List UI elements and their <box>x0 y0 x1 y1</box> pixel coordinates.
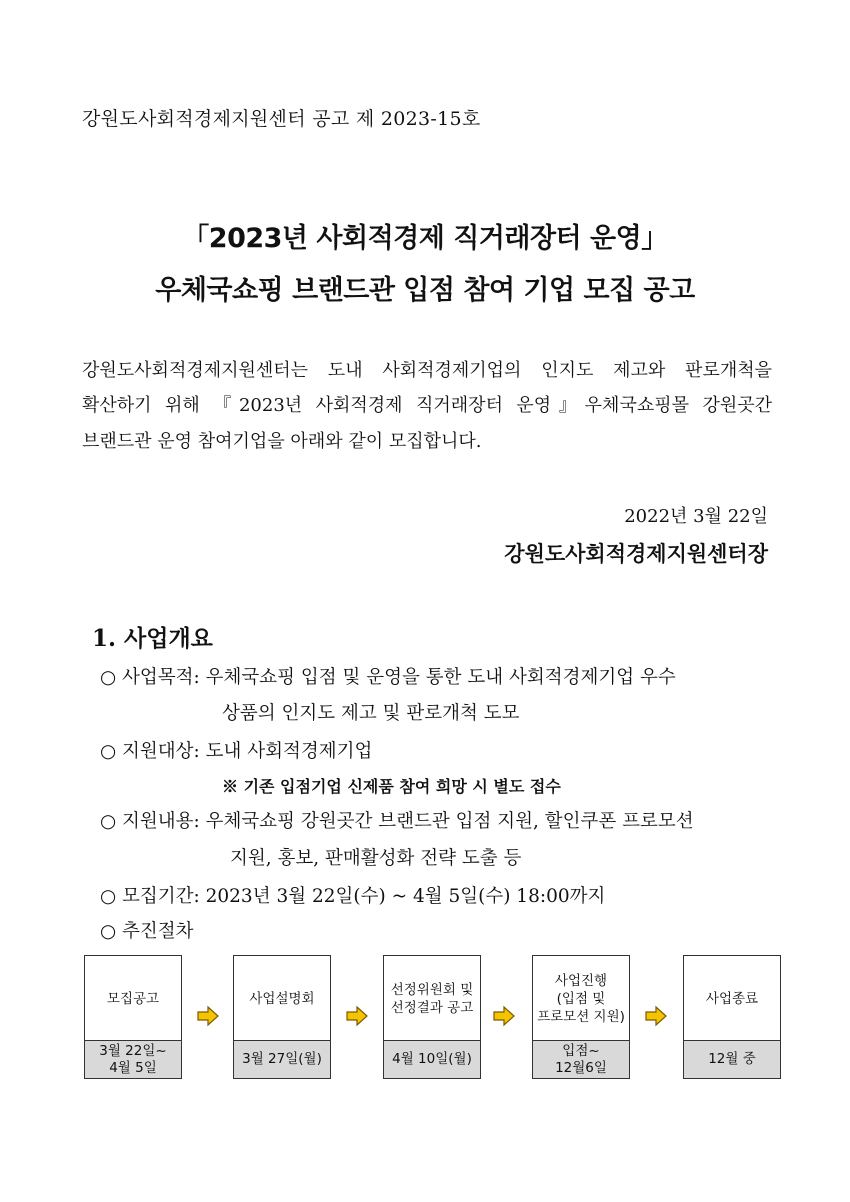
process-step-recruit <box>84 955 182 1079</box>
process-step-label: 사업설명회 <box>249 991 315 1007</box>
item-purpose-continued: 상품의 인지도 제고 및 판로개척 도모 <box>222 703 520 724</box>
arrow-right-icon <box>346 1005 368 1027</box>
process-step-date: 4월 10일(월) <box>384 1040 480 1078</box>
process-step-label: 모집공고 <box>106 991 160 1007</box>
item-target-note: ※ 기존 입점기업 신제품 참여 희망 시 별도 접수 <box>222 777 561 796</box>
item-content-continued: 지원, 홍보, 판매활성화 전략 도출 등 <box>230 848 522 869</box>
process-step-date: 3월 22일~ 4월 5일 <box>85 1040 181 1078</box>
item-target: ○ 지원대상: 도내 사회적경제기업 <box>100 741 373 762</box>
intro-paragraph-line3: 브랜드관 운영 참여기업을 아래와 같이 모집합니다. <box>82 431 482 452</box>
notice-number: 강원도사회적경제지원센터 공고 제 2023-15호 <box>82 108 481 130</box>
arrow-right-icon <box>645 1005 667 1027</box>
item-purpose: ○ 사업목적: 우체국쇼핑 입점 및 운영을 통한 도내 사회적경제기업 우수 <box>100 667 676 688</box>
process-step-date: 3월 27일(월) <box>234 1040 330 1078</box>
process-step-selection <box>383 955 481 1079</box>
process-step-label: 선정위원회 및 선정결과 공고 <box>390 982 474 1016</box>
process-step-label: 사업종료 <box>705 991 759 1007</box>
process-step-end <box>683 955 781 1079</box>
item-process: ○ 추진절차 <box>100 921 194 942</box>
process-step-date: 12월 중 <box>684 1040 780 1078</box>
item-content: ○ 지원내용: 우체국쇼핑 강원곳간 브랜드관 입점 지원, 할인쿠폰 프로모션 <box>100 811 694 832</box>
notice-date: 2022년 3월 22일 <box>624 506 768 527</box>
arrow-right-icon <box>493 1005 515 1027</box>
document-title-line1: 「2023년 사회적경제 직거래장터 운영」 <box>182 223 668 254</box>
signer-name: 강원도사회적경제지원센터장 <box>504 541 768 566</box>
process-step-date: 입점~ 12월6일 <box>533 1040 629 1078</box>
item-period: ○ 모집기간: 2023년 3월 22일(수) ~ 4월 5일(수) 18:00까지 <box>100 886 606 907</box>
process-step-label: 사업진행 (입점 및 프로모션 지원) <box>537 973 625 1025</box>
document-title-line2: 우체국쇼핑 브랜드관 입점 참여 기업 모집 공고 <box>155 275 695 306</box>
section-heading: 1. 사업개요 <box>92 625 213 652</box>
process-step-progress <box>532 955 630 1079</box>
arrow-right-icon <box>197 1005 219 1027</box>
intro-paragraph-line2: 확산하기 위해 『2023년 사회적경제 직거래장터 운영』우체국쇼핑몰 강원곳간 <box>82 395 772 416</box>
intro-paragraph-line1: 강원도사회적경제지원센터는 도내 사회적경제기업의 인지도 제고와 판로개척을 <box>82 360 772 381</box>
process-step-briefing <box>233 955 331 1079</box>
